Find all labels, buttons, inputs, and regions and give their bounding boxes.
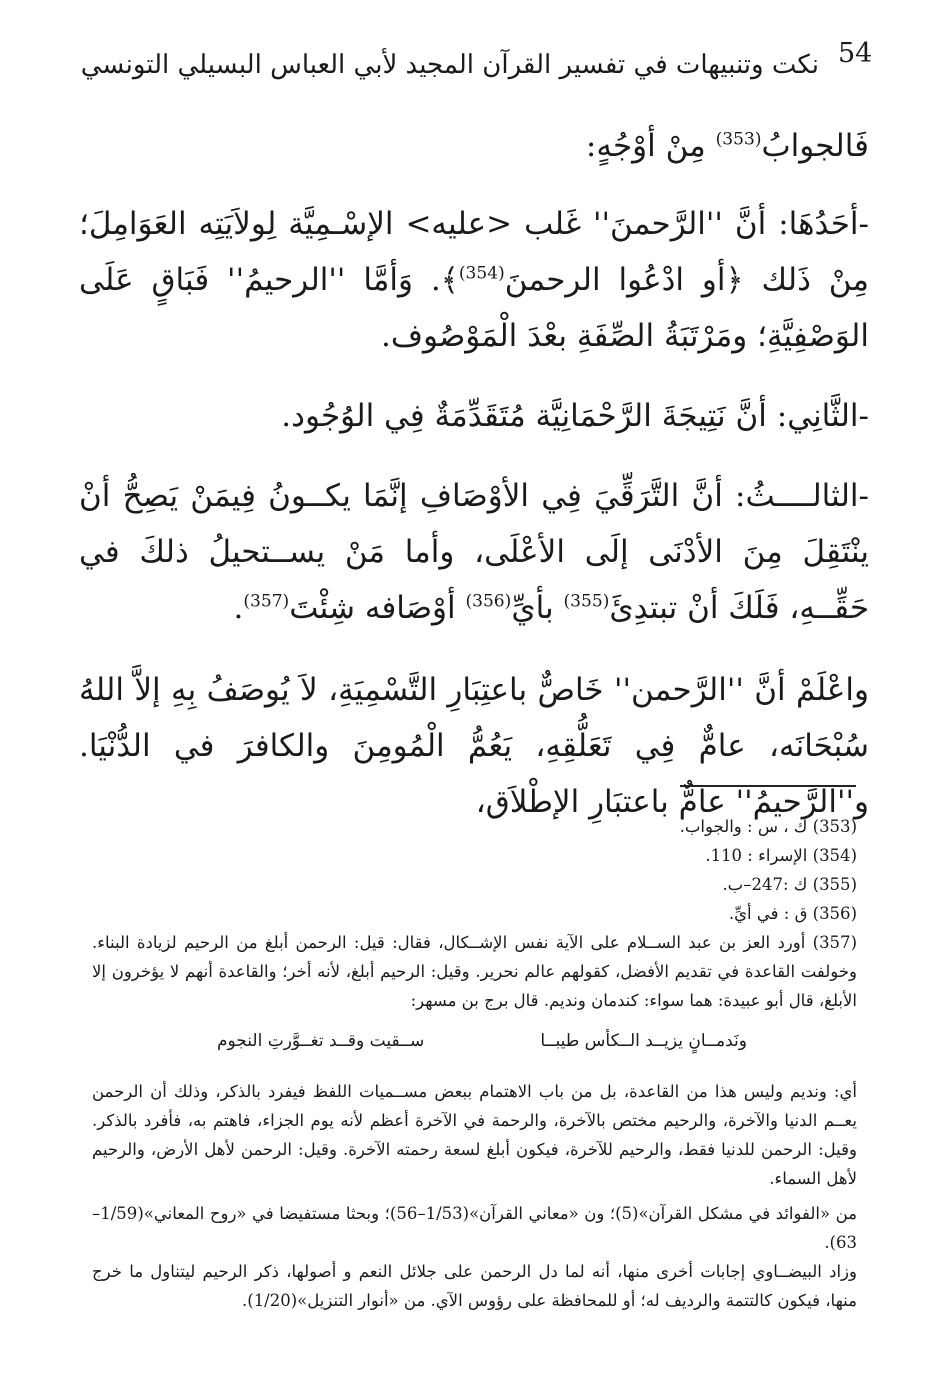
answer-tail: مِنْ أوْجُهٍ: — [585, 128, 716, 164]
footnote-ref-356: (356) — [465, 591, 512, 612]
main-text — [79, 118, 869, 830]
paragraph-answer — [79, 118, 869, 174]
footnote-356: (356) ق : في أيِّ. — [728, 904, 857, 923]
verse-first-hemistich: ونَدمــانٍ يزيــد الــكأس طيبــا — [540, 1031, 747, 1051]
running-header-title: نكت وتنبيهات في تفسير القرآن المجيد لأبي العباس البسيلي التونسي — [80, 50, 819, 80]
footnote-ref-354: (354) — [458, 263, 505, 284]
footnote-353: (353) ك ، س : والجواب. — [679, 817, 857, 836]
footnote-354: (354) الإسراء : 110. — [705, 846, 857, 865]
footnote-sources: من «الفوائد في مشكل القرآن»(5)؛ ون «معاني القرآن»(1/53–56)؛ وبحثا مستفيضا في «روح المعاني»(1/59–63). — [92, 1204, 857, 1252]
footnote-ref-357: (357) — [243, 591, 290, 612]
footnote-357: (357) أورد العز بن عبد الســلام على الآية نفس الإشــكال، فقال: قيل: الرحمن أبلغ من الرحيم لزيادة البناء. وخولفت القاعدة في تقديم الأفضل، كقولهم عالم نحرير. وقيل: الرحيم أبلغ، لأنه أخر؛ والقاعدة أنهم لا يؤخرون إلا الأبلغ، قال أبو عبيدة: هما سواء: كندمان ونديم. قال برج بن مسهر: — [92, 933, 857, 1010]
footnote-355: (355) ك :247–ب. — [722, 875, 857, 894]
answer-lead: فَالجوابُ — [761, 128, 869, 164]
first-text-a: -أحَدُهَا: أنَّ ''الرَّحمنَ'' غَلب <عليه> الإسْـمِيَّة لِولاَيَتِه العَوَامِلَ؛ مِنْ ذَلك ﴿أو ادْعُوا الرحمنَ — [79, 206, 869, 298]
third-text-a: -الثالــــثُ: أنَّ التَّرَقِّيَ فِي الأوْصَافِ إنَّمَا يكــونُ فِيمَنْ يَصِحُّ أنْ ينْتَقِلَ مِنَ الأدْنَى إلَى الأعْلَى، وأما مَنْ يســتحيلُ ذلكَ في حَقِّــهِ، فَلَكَ أنْ تبتدِئَ — [79, 478, 869, 626]
third-text-b: بأيِّ — [511, 590, 564, 626]
third-text-d: . — [233, 590, 244, 626]
verse-second-hemistich: ســقيت وقــد تغــوَّرتِ النجوم — [217, 1031, 425, 1051]
paragraph-first — [79, 196, 869, 364]
footnote-explanation: أي: ونديم وليس هذا من القاعدة، بل من باب الاهتمام ببعض مســميات اللفظ فيفرد بالذكر، وذلك أن الرحمن يعــم الدنيا والآخرة، والرحيم مختص بالآخرة، والرحمة في الآخرة أعظم لأنه يوم الجزاء، فاهتم به، فأفرد بالذكر. وقيل: الرحمن للدنيا فقط، والرحيم للآخرة، فيكون أبلغ لسعة رحمته الآخرة. وقيل: الرحمن لأهل الأرض، والرحيم لأهل السماء. — [92, 1082, 857, 1188]
footnotes-block — [92, 812, 857, 1315]
poem-verse — [217, 1023, 747, 1059]
footnote-baydawi: وزاد البيضــاوي إجابات أخرى منها، أنه لما دل الرحمن على جلائل النعم و أصولها، ذكر الرحيم ليتناول ما خرج منها، فيكون كالتتمة والرديف له؛ أو للمحافظة على رؤوس الآي. من «أنوار التنزيل»(1/20). — [92, 1262, 857, 1310]
third-text-c: أوْصَافه شِئْتَ — [289, 590, 466, 626]
paragraph-note: واعْلَمْ أنَّ ''الرَّحمن'' خَاصٌّ باعتِبَارِ التَّسْمِيَةِ، لاَ يُوصَفُ بِهِ إلاَّ اللهُ سُبْحَانَه، عامٌّ فِي تَعَلُّقِهِ، يَعُمُّ الْمُومِنَ والكافرَ في الدُّنْيَا. و''الرَّحيمُ'' عامٌّ باعتبَارِ الإطْلاَق، — [79, 672, 869, 820]
first-text-b: ﴾. وَأمَّا ''الرحيمُ'' فَبَاقٍ عَلَى الوَصْفِيَّةِ؛ ومَرْتَبَةُ الصِّفَةِ بعْدَ الْمَوْصُوف. — [79, 262, 869, 354]
paragraph-third — [79, 468, 869, 636]
footnote-separator — [680, 785, 856, 787]
footnote-ref-353: (353) — [715, 129, 762, 150]
paragraph-second: -الثَّانِي: أنَّ نَتِيجَةَ الرَّحْمَانِيَّة مُتَقَدِّمَةٌ فِي الوُجُود. — [281, 398, 869, 434]
footnote-ref-355: (355) — [563, 591, 610, 612]
page-number: 54 — [838, 38, 873, 69]
